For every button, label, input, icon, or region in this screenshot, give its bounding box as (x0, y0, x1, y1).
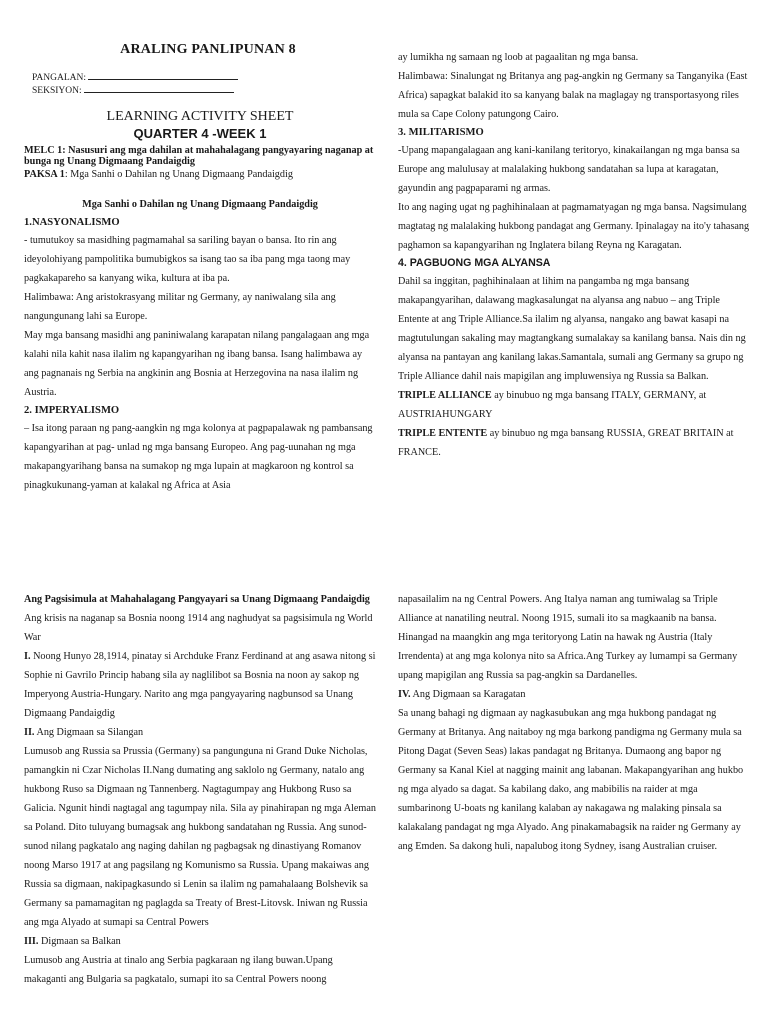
item-iv-paragraph: Sa unang bahagi ng digmaan ay nagkasubukan ang mga hukbong pandagat ng Germany at Britanya. Ang naitaboy ng mga barkong pandigma ng Germany mula sa Pitong Dagat (Seven Seas) lakas pandagat ng Britanya. Dumaong ang bapor ng Germany sa Kanal Kiel at nagging mainit ang labanan. Makapangyarihan ang hukbo ng mga alyado sa dagat. Sa kabilang dako, ang mabibilis na raider at mga sumbarinong U-boats ng kanilang kalaban ay nakagawa ng malaking pinsala sa kalakalang pandagat ng mga Alyado. Ang pinakamabagsik na raider ng Germany ay ang Emden. Sa dakong huli, napalubog itong Sydney, isang Australian cruiser. (398, 708, 744, 852)
paksa-line (24, 168, 376, 182)
alyansa-heading: 4. PAGBUONG MGA ALYANSA (398, 257, 551, 269)
item-iv-heading (398, 685, 750, 704)
triple-alliance-label: TRIPLE ALLIANCE (398, 390, 492, 401)
name-row (24, 71, 376, 84)
item-i-text: Noong Hunyo 28,1914, pinatay si Archduke Franz Ferdinand at ang asawa nitong si Sophie ni Gavrilo Princip habang sila ay naglilibot sa Bosnia na noon ay sakop ng Imperyong Austria-Hungary. Narito ang mga pangyayaring nagbunsod sa Unang Digmaang Pandaigdig (24, 651, 376, 719)
item-iii-title: Digmaan sa Balkan (38, 936, 121, 947)
continuation-paragraph-2: napasailalim na ng Central Powers. Ang Italya naman ang tumiwalag sa Triple Alliance at nanatiling neutral. Noong 1915, sumali ito sa magkaanib na bansa. Hinangad na maangkin ang mga teritoryong Latin na hawak ng Austria (Italy Irrendenta) at ang mga kolonya nito sa Africa.Ang Turkey ay lumampi sa Germany upang mapigilan ang Russia sa pag-angkin sa Dardanelles. (398, 594, 738, 681)
alyansa-paragraph-1: Dahil sa inggitan, paghihinalaan at lihim na pangamba ng mga bansang makapangyarihan, dalawang magkasalungat na alyansa ang nabuo – ang Triple Entente at ang Triple Alliance.Sa ilalim ng alyansa, nangako ang bawat kasapi na magtutulungan sakaling may magtangkang sumalakay sa kanilang bansa. Nais din ng alyansa na pantayan ang kanilang lakas.Samantala, sumali ang Germany sa grupo ng Triple Alliance dahil nais mapigilan ang impluwensiya ng Russia sa Balkan. (398, 276, 746, 382)
triple-entente-text: ay binubuo ng mga bansang RUSSIA, GREAT BRITAIN at FRANCE. (398, 428, 734, 458)
nasyonalismo-paragraph-3: May mga bansang masidhi ang paniniwalang karapatan nilang pangalagaan ang mga kalahi nila kahit nasa ilalim ng kapangyarihan ng ibang bansa. Isang halimbawa ay ang pagnanais ng Serbia na angkinin ang Bosnia at Herzegovina na nasa ilalim ng Austria. (24, 330, 370, 398)
item-i-paragraph (24, 647, 376, 723)
imperyalismo-paragraph-1: – Isa itong paraan ng pang-aangkin ng mga kolonya at pagpapalawak ng pambansang kapangyarihan at pag- unlad ng mga bansang Europeo. Ang pag-uunahan ng mga makapangyarihang bansa na sumakop ng mga lupain at magkaroon ng kontrol sa pinagkukunang-yaman at kalakal ng Africa at Asia (24, 423, 373, 491)
nasyonalismo-heading: 1.NASYONALISMO (24, 217, 120, 228)
subject-title: ARALING PANLIPUNAN 8 (120, 42, 296, 57)
page1-right-column (398, 0, 750, 462)
nasyonalismo-paragraph-1: - tumutukoy sa masidhing pagmamahal sa sariling bayan o bansa. Ito rin ang ideyolohiyang pampolitika bumubigkos sa isang tao sa iba pang mga taong may pagkakapareho sa kanyang wika, kultura at iba pa. (24, 235, 351, 284)
triple-entente-line (398, 424, 750, 462)
item-iv-label: IV. (398, 689, 411, 700)
section-field[interactable] (84, 84, 234, 93)
item-ii-paragraph: Lumusob ang Russia sa Prussia (Germany) sa pangunguna ni Grand Duke Nicholas, pamangkin ni Czar Nicholas II.Nang dumating ang saklolo ng Germany, natalo ang hukbong Ruso sa Digmaan ng Tannenberg. Nagtagumpay ang Hukbong Ruso sa Galicia. Ngunit hindi nagtagal ang tagumpay nila. Sila ay pinahirapan ng mga Aleman sa Poland. Dito tuluyang bumagsak ang hukbong sandatahan ng Russia. Ang sunod-sunod nilang pagkatalo ang naging dahilan ng pagbagsak ng dinastiyang Romanov noong Marso 1917 at ang pagsilang ng Komunismo sa Russia. Upang makaiwas ang Russia sa digmaan, nakipagkasundo si Lenin sa ilalim ng pamahalaang Bolshevik sa Germany sa pamamagitan ng paglagda sa Treaty of Brest-Litovsk. Iniwan ng Russia ang mga Alyado at sumapi sa Central Powers (24, 746, 376, 928)
continuation-paragraph: ay lumikha ng samaan ng loob at pagaalitan ng mga bansa. (398, 52, 639, 63)
section-heading: Mga Sanhi o Dahilan ng Unang Digmaang Pandaigdig (82, 199, 318, 210)
name-field[interactable] (88, 71, 238, 80)
page2-left-column (24, 512, 376, 989)
worksheet-page-2 (0, 512, 768, 1024)
student-info-form (24, 71, 376, 97)
page1-left-column (24, 0, 376, 495)
name-label: PANGALAN: (32, 73, 87, 83)
militarismo-paragraph-1: -Upang mapangalagaan ang kani-kanilang teritoryo, kinakailangan ng mga bansa sa Europe ang malulusay at malalaking hukbong sandatahan sa lupa at karagatan, gayundin ang pagpaparami ng armas. (398, 145, 740, 194)
intro-paragraph: Ang krisis na naganap sa Bosnia noong 1914 ang naghudyat sa pagsisimula ng World War (24, 613, 373, 643)
triple-alliance-line (398, 386, 750, 424)
sheet-title: LEARNING ACTIVITY SHEET (106, 109, 294, 124)
militarismo-paragraph-2: Ito ang naging ugat ng paghihinalaan at pagmamatyagan ng mga bansa. Nagsimulang magtatag ng malalaking hukbong pandagat ang Germany. Ipinalagay na ito'y tahasang paghamon sa kapangyarihan ng Inglatera bilang Reyna ng Karagatan. (398, 202, 750, 251)
section-label: SEKSIYON: (32, 86, 82, 96)
paksa-label: PAKSA 1 (24, 169, 65, 180)
section-row (24, 84, 376, 97)
item-iii-label: III. (24, 936, 39, 947)
item-ii-heading (24, 723, 376, 742)
paksa-text: : Mga Sanhi o Dahilan ng Unang Digmaang Pandaigdig (64, 169, 293, 180)
triple-entente-label: TRIPLE ENTENTE (398, 428, 488, 439)
halimbawa-paragraph: Halimbawa: Sinalungat ng Britanya ang pag-angkin ng Germany sa Tanganyika (East Africa) sapagkat balakid ito sa kanyang balak na maglagay ng transportasyong riles mula sa Cape Colony patungong Cairo. (398, 71, 748, 120)
item-ii-label: II. (24, 727, 35, 738)
quarter-title: QUARTER 4 -WEEK 1 (133, 126, 267, 141)
item-iii-heading (24, 932, 376, 951)
item-ii-title: Ang Digmaan sa Silangan (34, 727, 144, 738)
item-iv-title: Ang Digmaan sa Karagatan (410, 689, 526, 700)
melc-text: MELC 1: Nasusuri ang mga dahilan at mahahalagang pangyayaring naganap at bunga ng Unang Digmaang Pandaigdig (24, 145, 374, 167)
page2-right-column (398, 512, 750, 856)
pagsisimula-heading: Ang Pagsisimula at Mahahalagang Pangyayari sa Unang Digmaang Pandaigdig (24, 594, 370, 605)
imperyalismo-heading: 2. IMPERYALISMO (24, 405, 120, 416)
item-i-label: I. (24, 651, 31, 662)
triple-alliance-text: ay binubuo ng mga bansang ITALY, GERMANY, at AUSTRIAHUNGARY (398, 390, 707, 420)
nasyonalismo-paragraph-2: Halimbawa: Ang aristokrasyang militar ng Germany, ay naniwalang sila ang nangungunang lahi sa Europe. (24, 292, 336, 322)
militarismo-heading: 3. MILITARISMO (398, 127, 484, 138)
item-iii-paragraph: Lumusob ang Austria at tinalo ang Serbia pagkaraan ng ilang buwan.Upang makaganti ang Bulgaria sa pagkatalo, sumapi ito sa Central Powers noong (24, 955, 333, 985)
